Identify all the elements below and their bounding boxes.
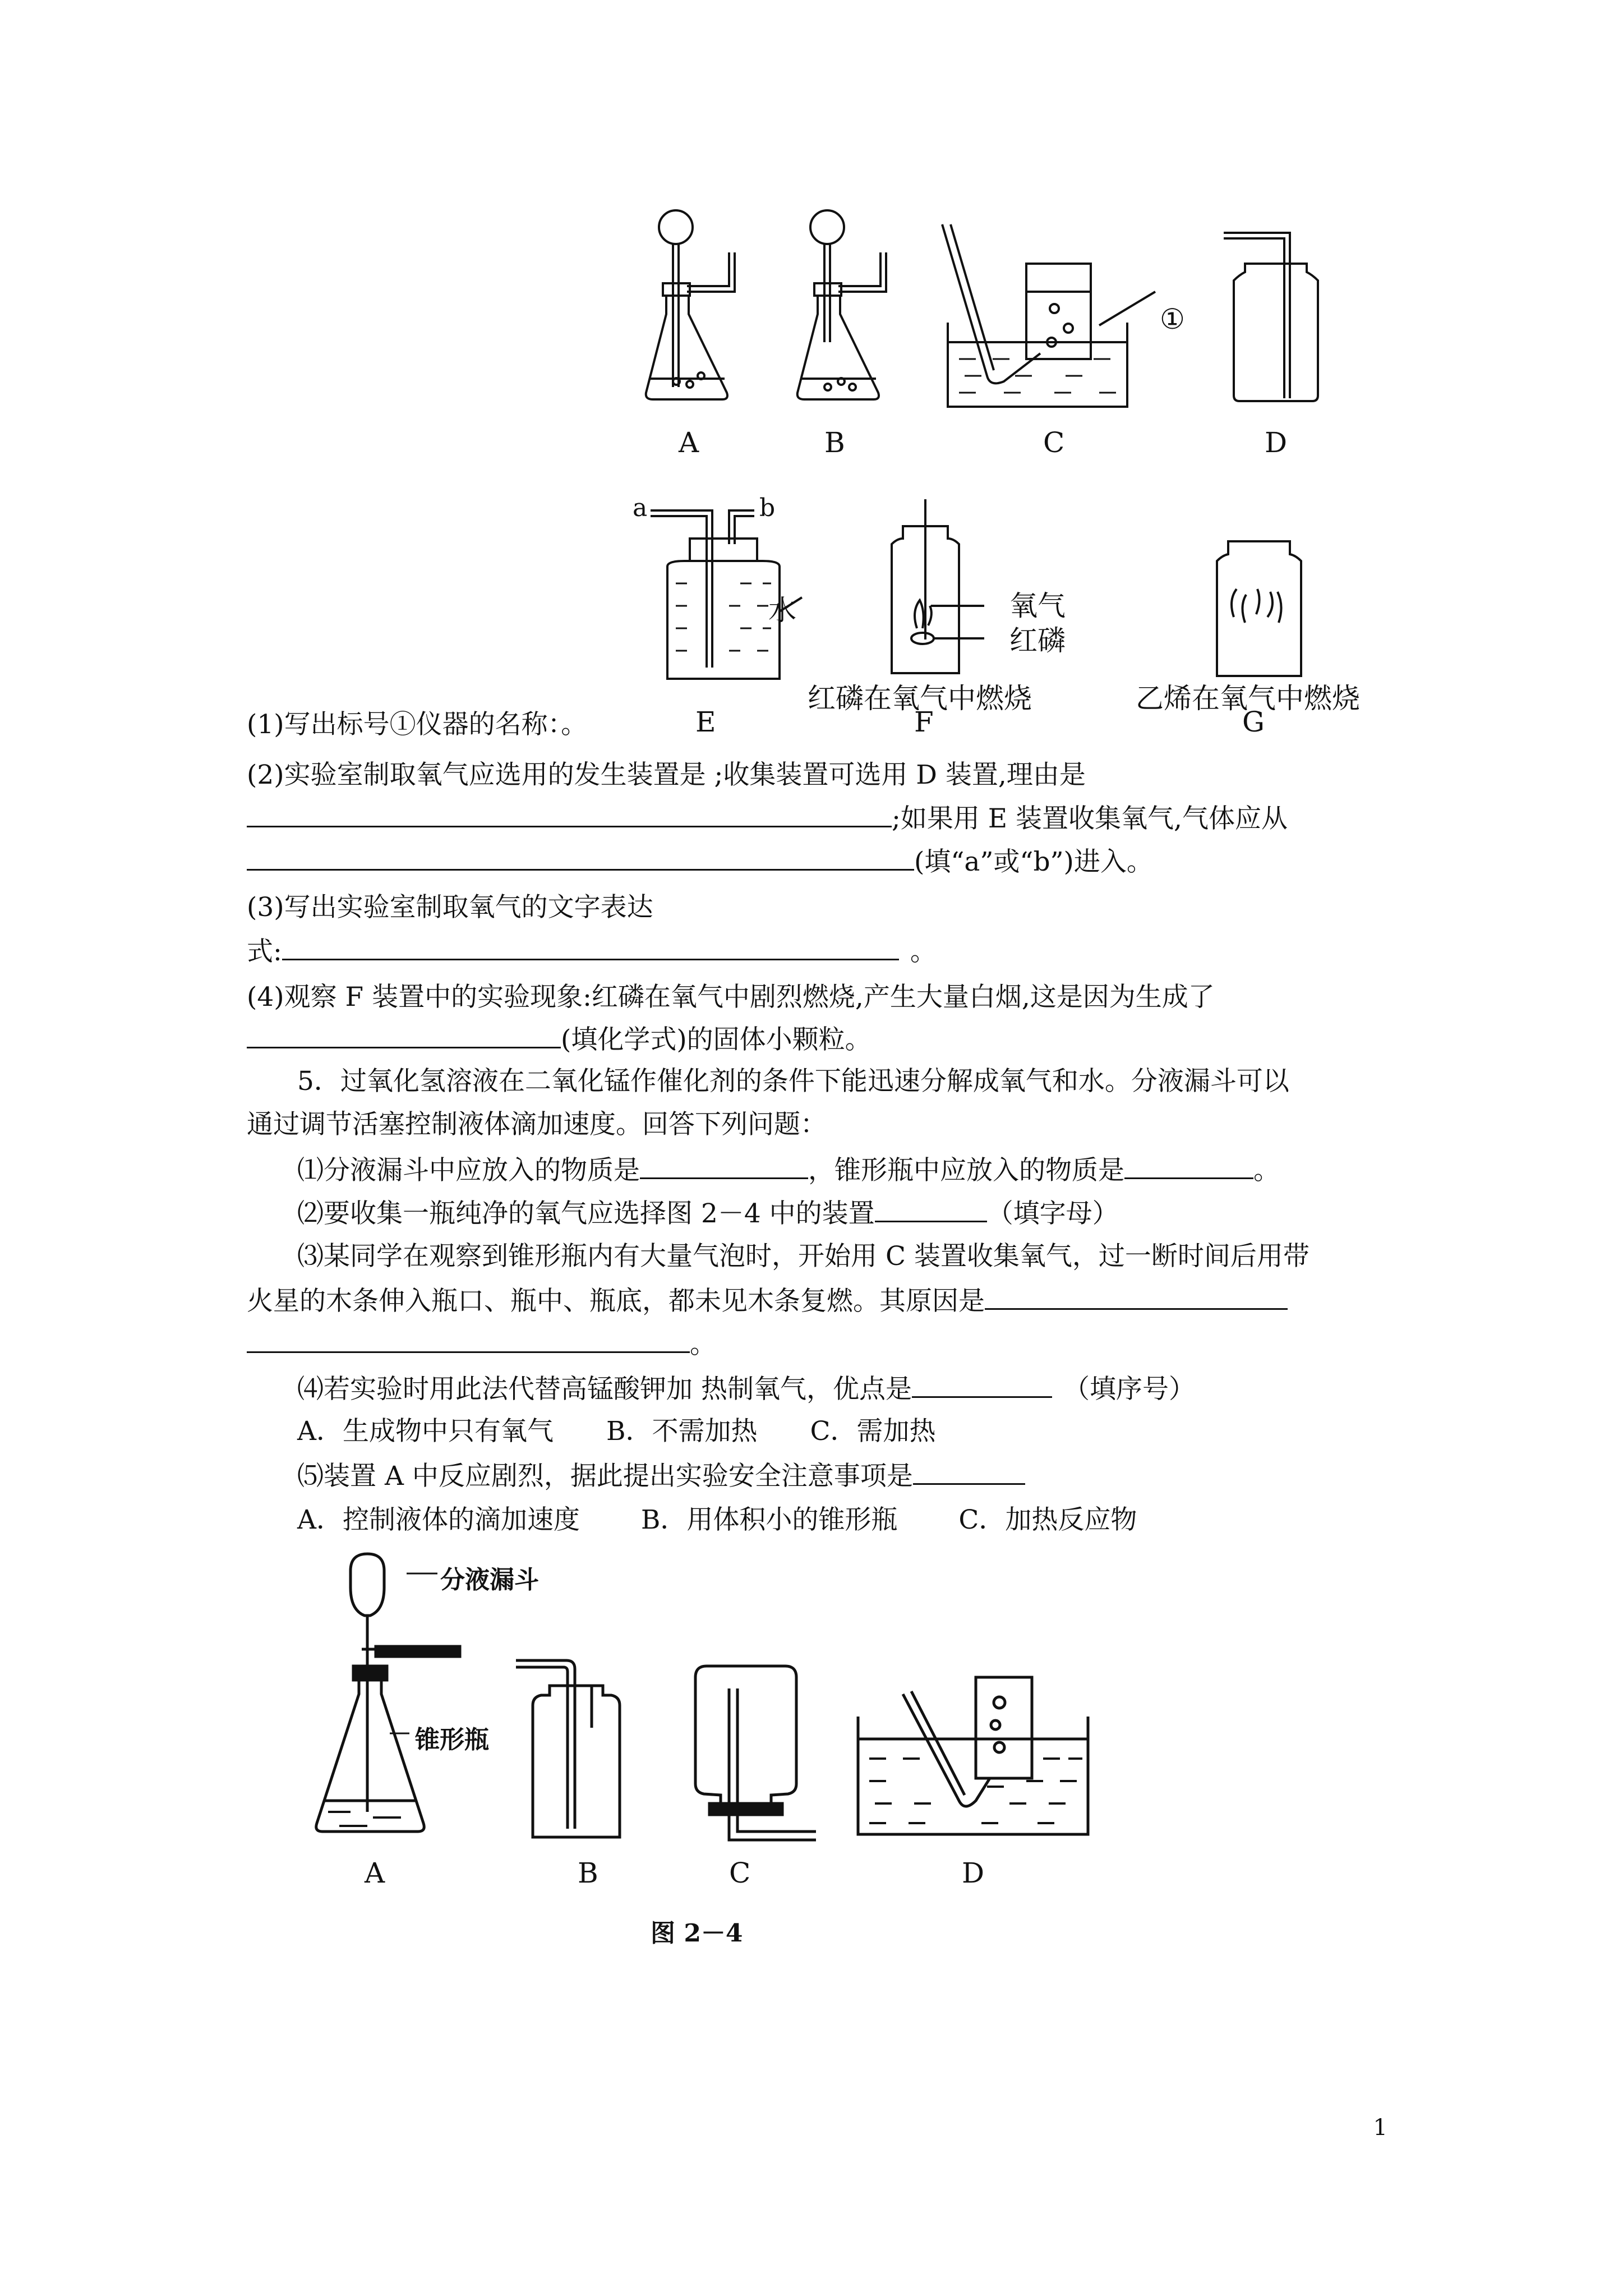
answer-blank-funnel[interactable] [640,1153,808,1179]
fig2-apparatus-b-drawing [516,1655,639,1846]
water-label: 水 [768,594,796,627]
answer-blank-safety[interactable] [913,1458,1025,1485]
answer-blank-equation[interactable] [282,934,899,960]
flask-label: 锥形瓶 [415,1726,489,1754]
q5-s4-options: A．生成物中只有氧气 B．不需加热 C．需加热 [297,1416,936,1447]
fig2-apparatus-a-drawing [306,1548,474,1862]
figure-caption: 图 2－4 [651,1919,743,1948]
answer-blank-advantage[interactable] [912,1372,1052,1398]
apparatus-g-drawing [1211,539,1324,684]
tube-b-label: b [759,494,776,522]
oxygen-label: 氧气 [1009,590,1066,622]
q4-part4-line2: (填化学式)的固体小颗粒。 [247,1022,872,1057]
apparatus-f-drawing [886,499,998,679]
label-a: A [679,426,699,459]
apparatus-a-drawing [639,202,751,415]
label-f: F [914,706,934,738]
q4-part3-line1: (3)写出实验室制取氧气的文字表达 [247,892,653,923]
fig2-label-b: B [578,1857,598,1889]
fig2-label-d: D [962,1857,985,1889]
q4-part2-line3: (填“a”或“b”)进入。 [247,844,1153,879]
q4-part4-line1: (4)观察 F 装置中的实验现象:红磷在氧气中剧烈燃烧,产生大量白烟,这是因为生成了 [247,982,1215,1013]
q5-s3-line2: 火星的木条伸入瓶口、瓶中、瓶底，都未见木条复燃。其原因是 [247,1283,1288,1318]
funnel-label: 分液漏斗 [440,1566,539,1594]
fig2-apparatus-c-drawing [687,1660,822,1846]
q4-part2-line1: (2)实验室制取氧气应选用的发生装置是 ;收集装置可选用 D 装置,理由是 [247,760,1086,790]
fig2-apparatus-d-drawing [852,1666,1099,1846]
apparatus-d-drawing [1223,230,1335,409]
q5-s4: ⑷若实验时用此法代替高锰酸钾加 热制氧气，优点是 （填序号） [297,1372,1195,1406]
answer-blank-formula[interactable] [247,1022,561,1048]
q4-part2-line2: ;如果用 E 装置收集氧气,气体应从 [247,801,1288,836]
q5-s1: ⑴分液漏斗中应放入的物质是 ，锥形瓶中应放入的物质是 。 [297,1153,1280,1188]
circled-number-1: ① [1160,303,1185,335]
q5-intro-line1: 5．过氧化氢溶液在二氧化锰作催化剂的条件下能迅速分解成氧气和水。分液漏斗可以 [297,1066,1289,1097]
label-g: G [1242,706,1265,738]
fig2-label-c: C [729,1857,751,1889]
answer-blank-device[interactable] [875,1196,987,1222]
fig2-label-a: A [365,1857,385,1889]
q4-part1: (1)写出标号①仪器的名称：。 [247,709,588,740]
label-b: B [824,426,845,459]
tube-a-label: a [633,494,648,522]
answer-blank-reason[interactable] [247,801,892,827]
q5-s3-line3: 。 [247,1327,716,1361]
page-number: 1 [1373,2115,1387,2141]
red-phosphorus-label: 红磷 [1009,624,1066,657]
answer-blank-inlet[interactable] [247,844,914,871]
q5-s5: ⑸装置 A 中反应剧烈，据此提出实验安全注意事项是 [297,1458,1025,1493]
label-c: C [1043,426,1065,459]
apparatus-b-drawing [791,202,903,415]
q5-s2: ⑵要收集一瓶纯净的氧气应选择图 2－4 中的装置 （填字母） [297,1196,1119,1231]
caption-f: 红磷在氧气中燃烧 [808,682,1032,715]
q5-s3-line1: ⑶某同学在观察到锥形瓶内有大量气泡时，开始用 C 装置收集氧气，过一断时间后用带 [297,1241,1310,1272]
q5-intro-line2: 通过调节活塞控制液体滴加速度。回答下列问题： [247,1109,827,1140]
answer-blank-cause-2[interactable] [247,1327,690,1353]
answer-blank-flask[interactable] [1124,1153,1253,1179]
label-e: E [695,706,716,738]
answer-blank-cause-1[interactable] [985,1283,1288,1310]
q4-part3-line2: 式: 。 [247,934,937,969]
label-d: D [1265,426,1288,459]
caption-g: 乙烯在氧气中燃烧 [1136,682,1360,715]
q5-s5-options: A．控制液体的滴加速度 B．用体积小的锥形瓶 C．加热反应物 [297,1504,1137,1535]
